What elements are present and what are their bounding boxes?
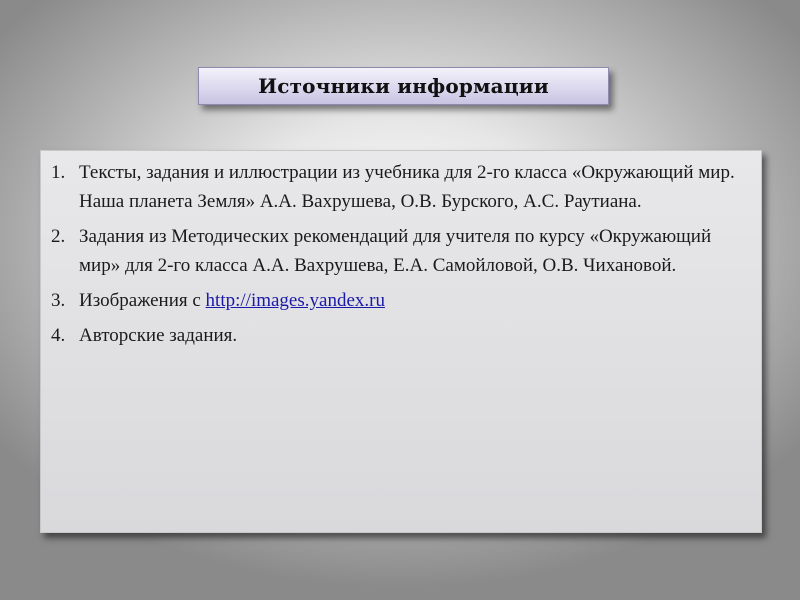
- list-item: [51, 321, 745, 350]
- list-item-number: 4.: [51, 325, 66, 346]
- list-item: [51, 222, 745, 280]
- list-item-text: Авторские задания.: [79, 325, 238, 346]
- list-item-text-with-link: [79, 286, 745, 315]
- list-item-text: Изображения с: [79, 290, 206, 311]
- sources-list: [40, 150, 762, 533]
- list-item: [51, 286, 745, 315]
- yandex-images-link[interactable]: http://images.yandex.ru: [205, 290, 385, 311]
- list-item-text: Тексты, задания и иллюстрации из учебника для 2-го класса «Окружающий мир. Наша планета Земля» А.А. Вахрушева, О.В. Бурского, А.С. Раутиана.: [79, 162, 735, 212]
- list-item-number: 1.: [51, 162, 66, 183]
- list-item-number: 2.: [51, 226, 66, 247]
- list-item-text: Задания из Методических рекомендаций для учителя по курсу «Окружающий мир» для 2-го класса А.А. Вахрушева, Е.А. Самойловой, О.В. Чихановой.: [79, 226, 712, 276]
- list-item: [51, 158, 745, 216]
- list-item-number: 3.: [51, 290, 66, 311]
- slide-title-box: [198, 67, 609, 105]
- slide-title: Источники информации: [258, 74, 549, 98]
